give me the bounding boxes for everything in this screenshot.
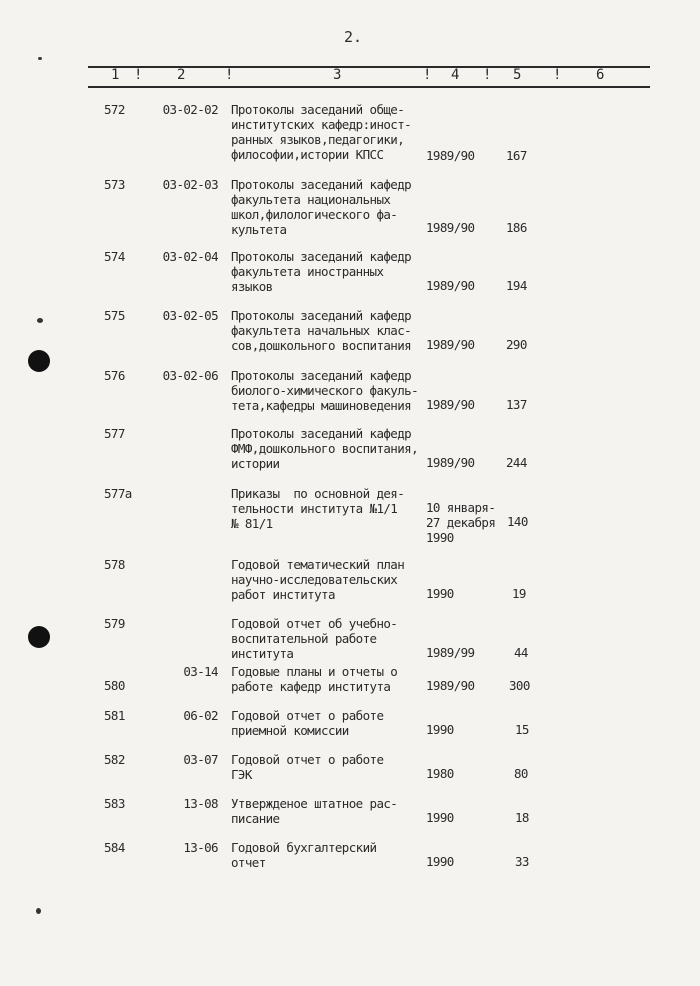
title-line: ГЭК	[231, 767, 252, 782]
row-code: 03-02-04	[162, 249, 218, 264]
scan-speck	[36, 908, 41, 914]
row-count: 19	[512, 586, 526, 601]
row-count: 244	[506, 455, 527, 470]
row-title	[231, 102, 411, 162]
row-number: 578	[104, 557, 125, 572]
row-year: 1989/90	[426, 278, 475, 293]
row-number: 581	[104, 708, 125, 723]
title-line: факультета начальных клас-	[231, 323, 412, 338]
title-line: Протоколы заседаний кафедр	[231, 308, 412, 323]
title-line: Годовой отчет о работе	[231, 752, 384, 767]
title-line: истории	[231, 456, 280, 471]
title-line: школ,филологического фа-	[231, 207, 398, 222]
title-line: Годовые планы и отчеты о	[231, 664, 398, 679]
row-count: 290	[506, 337, 527, 352]
row-number: 577а	[104, 486, 132, 501]
title-line: сов,дошкольного воспитания	[231, 338, 412, 353]
title-line: Годовой тематический план	[231, 557, 405, 572]
title-line: Годовой отчет об учебно-	[231, 616, 398, 631]
row-title	[231, 368, 418, 413]
row-title	[231, 426, 418, 471]
col-separator: !	[225, 67, 234, 83]
row-number: 577	[104, 426, 125, 441]
row-count: 15	[515, 722, 529, 737]
row-title	[231, 708, 383, 738]
title-line: тельности института №1/1	[231, 501, 398, 516]
title-line: Протоколы заседаний кафедр	[231, 177, 412, 192]
row-year: 1990	[426, 810, 454, 825]
row-title	[231, 308, 411, 353]
row-number: 582	[104, 752, 125, 767]
row-count: 186	[506, 220, 527, 235]
title-line: институтских кафедр:иност-	[231, 117, 412, 132]
col-separator: !	[134, 67, 143, 83]
row-number: 573	[104, 177, 125, 192]
title-line: Протоколы заседаний кафедр	[231, 368, 412, 383]
title-line: факультета иностранных	[231, 264, 384, 279]
title-line: языков	[231, 279, 273, 294]
row-number: 574	[104, 249, 125, 264]
row-year: 1989/90	[426, 455, 475, 470]
row-title	[231, 616, 397, 661]
row-year: 1989/90	[426, 148, 475, 163]
title-line: Протоколы заседаний кафедр	[231, 426, 412, 441]
row-title	[231, 796, 397, 826]
title-line: института	[231, 646, 294, 661]
row-number: 584	[104, 840, 125, 855]
row-count: 44	[514, 645, 528, 660]
row-year	[426, 500, 495, 545]
row-title	[231, 664, 397, 694]
row-title	[231, 752, 383, 782]
title-line: ФМФ,дошкольного воспитания,	[231, 441, 418, 456]
col-header-2: 2	[177, 67, 186, 83]
title-line: писание	[231, 811, 280, 826]
col-header-3: 3	[333, 67, 342, 83]
row-year: 1989/90	[426, 220, 475, 235]
binder-hole	[28, 350, 50, 372]
title-line: факультета национальных	[231, 192, 391, 207]
title-line: № 81/1	[231, 516, 273, 531]
title-line: Приказы по основной дея-	[231, 486, 405, 501]
row-count: 300	[509, 678, 530, 693]
title-line: отчет	[231, 855, 266, 870]
row-code: 03-07	[183, 752, 218, 767]
row-year: 1990	[426, 586, 454, 601]
row-number: 575	[104, 308, 125, 323]
row-number: 583	[104, 796, 125, 811]
row-number: 579	[104, 616, 125, 631]
row-year: 1989/90	[426, 397, 475, 412]
title-line: тета,кафедры машиноведения	[231, 398, 412, 413]
year-line: 27 декабря	[426, 515, 496, 530]
row-title	[231, 177, 411, 237]
row-title	[231, 486, 404, 531]
row-count: 80	[514, 766, 528, 781]
row-code: 03-14	[183, 664, 218, 679]
col-header-1: 1	[111, 67, 120, 83]
row-count: 18	[515, 810, 529, 825]
col-separator: !	[483, 67, 492, 83]
row-number: 580	[104, 678, 125, 693]
row-count: 137	[506, 397, 527, 412]
row-count: 167	[506, 148, 527, 163]
col-header-4: 4	[451, 67, 460, 83]
row-number: 576	[104, 368, 125, 383]
row-code: 13-08	[183, 796, 218, 811]
title-line: Годовой отчет о работе	[231, 708, 384, 723]
row-code: 03-02-05	[162, 308, 218, 323]
title-line: философии,истории КПСС	[231, 147, 384, 162]
title-line: культета	[231, 222, 287, 237]
title-line: научно-исследовательских	[231, 572, 398, 587]
year-line: 1990	[426, 530, 454, 545]
row-year: 1990	[426, 722, 454, 737]
col-header-6: 6	[596, 67, 605, 83]
title-line: Утвержденое штатное рас-	[231, 796, 398, 811]
title-line: воспитательной работе	[231, 631, 377, 646]
scan-speck	[37, 318, 43, 323]
row-year: 1980	[426, 766, 454, 781]
row-code: 06-02	[183, 708, 218, 723]
col-separator: !	[423, 67, 432, 83]
year-line: 10 января-	[426, 500, 496, 515]
row-title	[231, 249, 411, 294]
title-line: биолого-химического факуль-	[231, 383, 418, 398]
row-count: 140	[507, 514, 528, 529]
row-code: 03-02-03	[162, 177, 218, 192]
row-title	[231, 557, 404, 602]
title-line: ранных языков,педагогики,	[231, 132, 405, 147]
title-line: работе кафедр института	[231, 679, 391, 694]
row-count: 33	[515, 854, 529, 869]
title-line: Годовой бухгалтерский	[231, 840, 377, 855]
row-code: 03-02-06	[162, 368, 218, 383]
row-year: 1989/99	[426, 645, 475, 660]
row-code: 03-02-02	[162, 102, 218, 117]
page-number: 2.	[344, 28, 363, 46]
col-header-5: 5	[513, 67, 522, 83]
title-line: приемной комиссии	[231, 723, 349, 738]
row-code: 13-06	[183, 840, 218, 855]
row-year: 1989/90	[426, 337, 475, 352]
col-separator: !	[553, 67, 562, 83]
scan-speck	[38, 57, 42, 60]
row-count: 194	[506, 278, 527, 293]
binder-hole	[28, 626, 50, 648]
row-number: 572	[104, 102, 125, 117]
title-line: работ института	[231, 587, 335, 602]
row-year: 1989/90	[426, 678, 475, 693]
row-year: 1990	[426, 854, 454, 869]
row-title	[231, 840, 376, 870]
title-line: Протоколы заседаний кафедр	[231, 249, 412, 264]
title-line: Протоколы заседаний обще-	[231, 102, 405, 117]
